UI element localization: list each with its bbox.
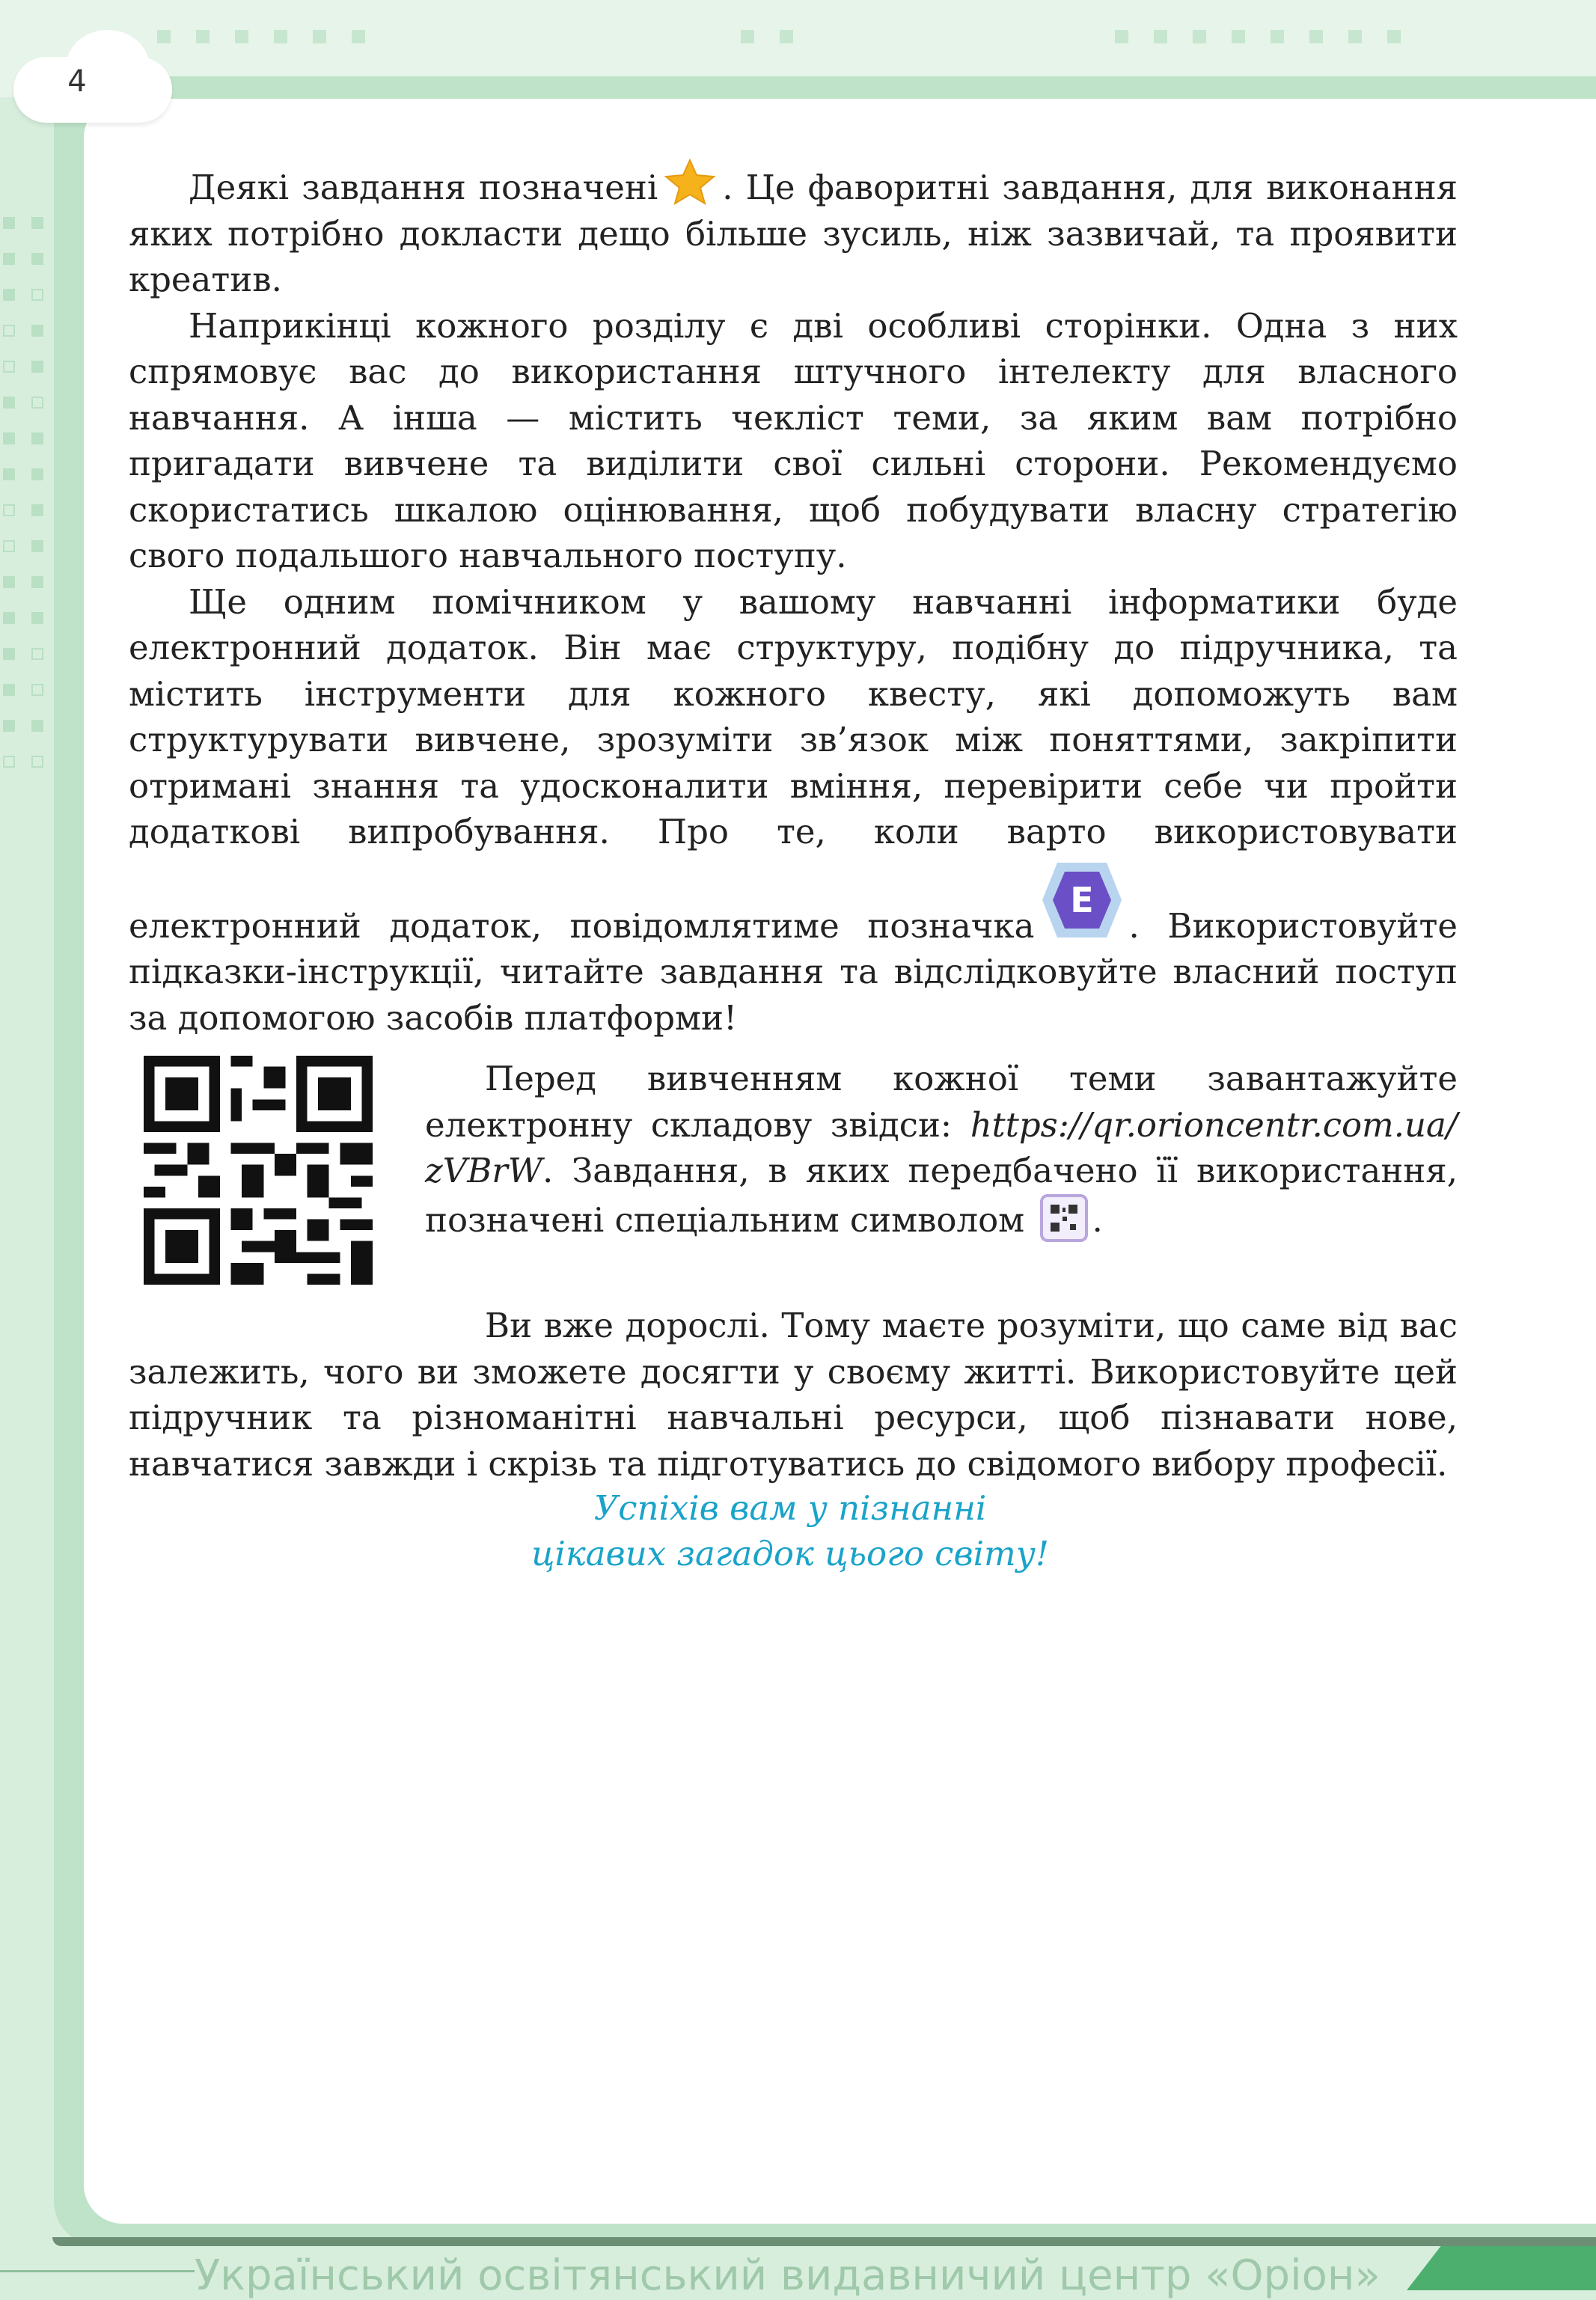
paragraph-text: Ви вже дорослі. Тому маєте розуміти, що саме від вас залежить, чого ви зможете досягти у своєму житті. Використовуйте цей підручник та різноманітні навчальні ресурси, щоб пізнавати нове, навчатися завжди і скрізь та підготуватись до свідомого вибору професії. [129, 1306, 1458, 1484]
qr-url-link[interactable]: https://qr.orioncentr.com.ua/ zVBrW [425, 1104, 1458, 1190]
footer-line [0, 2270, 195, 2272]
qr-text: Перед вивченням кожної теми завантажуйте електронну складову звідси: [425, 1059, 1458, 1145]
wish-closing [84, 1485, 1496, 1576]
corner-accent [1407, 2246, 1596, 2290]
paragraph-favorites [129, 159, 1458, 303]
decor-dots-top-right [1115, 30, 1401, 43]
decor-dots-top [157, 30, 365, 43]
qr-section [129, 1056, 1458, 1303]
decor-dots-side [0, 217, 52, 792]
paragraph-adults [129, 1303, 1458, 1487]
qr-text: . [1092, 1199, 1103, 1240]
page-bottom-edge [52, 2237, 1596, 2246]
page-number-cloud [13, 30, 172, 123]
wish-line-2: цікавих загадок цього світу! [531, 1534, 1049, 1573]
qr-paragraph [425, 1056, 1458, 1243]
paragraph-text: Деякі завдання позначені [189, 168, 658, 207]
page-number: 4 [67, 64, 87, 99]
e-puzzle-icon [1035, 855, 1129, 945]
main-text [129, 159, 1458, 1487]
qr-code[interactable] [144, 1056, 373, 1285]
paragraph-e-supplement [129, 579, 1458, 1042]
qr-text: . Завдання, в яких передбачено її використання, позначені спеціальним символом [425, 1151, 1458, 1240]
paragraph-text: . Використовуйте підказки-інструкції, читайте завдання та відслідковуйте власний поступ за допомогою засобів платформи! [129, 905, 1458, 1038]
wish-line-1: Успіхів вам у пізнанні [593, 1488, 987, 1528]
qr-small-icon [1040, 1194, 1088, 1242]
publisher-footer: Український освітянський видавничий центр «Оріон» [195, 2251, 1381, 2300]
svg-text:E: E [1069, 879, 1094, 920]
paragraph-special-pages: Наприкінці кожного розділу є дві особливі сторінки. Одна з них спрямовує вас до використання штучного інтелекту для власного навчання. А інша — містить чекліст теми, за яким вам потрібно пригадати вивчене та виділити свої сильні сторони. Рекомендуємо скористатись шкалою оцінювання, щоб побудувати власну стратегію свого подальшого навчального поступу. [129, 305, 1458, 575]
paragraph-text: . Це фаворитні завдання, для виконання яких потрібно докласти дещо більше зусиль, ніж зазвичай, та проявити креатив. [129, 168, 1458, 299]
decor-dots-top-mid [741, 30, 793, 43]
paragraph-text: Ще одним помічником у вашому навчанні інформатики буде електронний додаток. Він має структуру, подібну до підручника, та містить інструменти для кожного квесту, які допоможуть вам структурувати вивчене, зрозуміти зв’язок між поняттями, закріпити отримані знання та удосконалити вміння, перевірити себе чи пройти додаткові випробування. Про те, коли варто використовувати електронний додаток, повідомлятиме позначка [129, 581, 1458, 946]
star-icon [664, 159, 716, 205]
